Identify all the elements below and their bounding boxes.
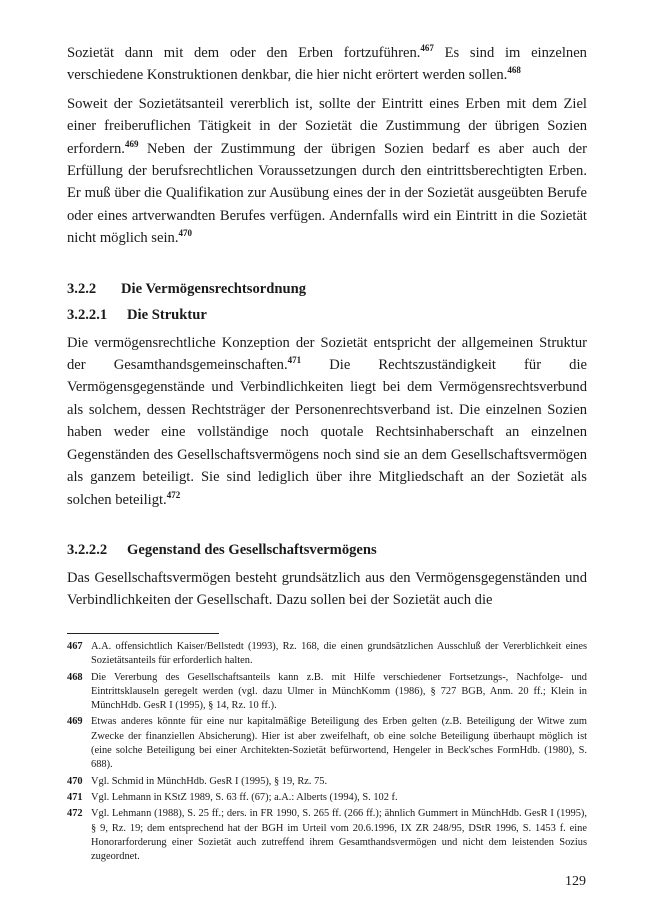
footnote-ref-467[interactable]: 467 [420, 43, 434, 54]
footnote-text: Vgl. Schmid in MünchHdb. GesR I (1995), § 19, Rz. 75. [91, 775, 328, 787]
footnote-text: Etwas anderes könnte für eine nur kapitalmäßige Beteiligung des Erben gelten (z.B. Beteiligung der Witwe zum Zwecke der finanziellen Absicherung). Hier ist aber zweifelhaft, ob eine solche Beteiligung überhaupt möglich ist (eine solche Beteiligung bei einer Architekten-Sozietät befürwortend, Hengeler in Beck'sches FormHdb. (1980), S. 688). [91, 716, 587, 771]
paragraph-3-text-b: Die Rechtszuständigkeit für die Vermögensgegenstände und Verbindlichkeiten liegt bei dem Vermögensrechtsverbund als solchem, dessen Rechtsträger der Personenrechtsverband ist. Die einzelnen Sozien haben weder eine vollständige noch quotale Rechtsinhaberschaft an einzelnen Gegenständen des Gesellschaftsvermögens noch sind sie an dem Gesellschaftsvermögen als ganzem beteiligt. Sie sind lediglich über ihre Mitgliedschaft an der Sozietät als solchen beteiligt. [67, 357, 588, 508]
footnote-ref-468[interactable]: 468 [507, 65, 521, 76]
paragraph-1-text-b: Es sind im einzelnen verschiedene Konstruktionen denkbar, die hier nicht erörtert werden sollen. [67, 45, 587, 84]
footnote-471 [67, 791, 587, 805]
section-title: Die Struktur [127, 306, 207, 323]
footnote-ref-471[interactable]: 471 [287, 355, 302, 366]
page-number: 129 [565, 874, 586, 889]
footnote-467 [67, 640, 587, 669]
paragraph-1-text-a: Sozietät dann mit dem oder den Erben fortzuführen. [67, 45, 421, 61]
footnote-separator [67, 633, 219, 634]
footnote-text: Die Vererbung des Gesellschaftsanteils kann z.B. mit Hilfe verschiedener Fortsetzungs-, Nachfolge- und Eintrittsklauseln geregelt werden (vgl. dazu Ulmer in MünchKomm (1986), § 727 BGB, Anm. 20 ff.; Klein in MünchHdb. GesR I (1995), § 14, Rz. 10 ff.). [91, 671, 587, 712]
section-title: Gegenstand des Gesellschaftsvermögens [127, 541, 377, 558]
paragraph-3 [67, 332, 587, 511]
footnote-ref-469[interactable]: 469 [124, 138, 139, 149]
footnote-472 [67, 807, 587, 864]
paragraph-1 [67, 42, 587, 87]
footnote-number: 467 [67, 641, 83, 652]
section-number: 3.2.2.1 [67, 306, 108, 323]
footnote-text: Vgl. Lehmann (1988), S. 25 ff.; ders. in FR 1990, S. 265 ff. (266 ff.); ähnlich Gummert in MünchHdb. GesR I (1995), § 9, Rz. 19; dem entsprechend hat der BGH im Urteil vom 20.6.1996, IX ZR 248/95, DStR 1996, S. 1453 f. eine Honorarforderung einer Sozietät auch zutreffend ihrem Gesamthandsvermögen und nicht dem leistenden Sozius zugeordnet. [91, 808, 587, 863]
footnote-468 [67, 671, 587, 714]
footnote-ref-472[interactable]: 472 [166, 489, 181, 500]
section-title: Die Vermögensrechtsordnung [121, 280, 306, 297]
section-heading-3-2-2-1 [67, 304, 587, 326]
footnote-469 [67, 715, 587, 772]
paragraph-2-text-b: Neben der Zustimmung der übrigen Sozien bedarf es aber auch der Erfüllung der berufsrechtlichen Voraussetzungen durch den eintrittsberechtigten Erben. Er muß über die Qualifikation zur Ausübung eines der in der Sozietät ausgeübten Berufe oder eines artverwandten Berufes verfügen. Andernfalls wird ein Eintritt in die Sozietät nicht möglich sein. [67, 140, 587, 247]
section-number: 3.2.2 [67, 280, 97, 297]
footnote-ref-470[interactable]: 470 [178, 228, 192, 239]
section-heading-3-2-2-2 [67, 539, 587, 561]
section-number: 3.2.2.2 [67, 541, 108, 558]
section-heading-3-2-2 [67, 278, 587, 300]
paragraph-4: Das Gesellschaftsvermögen besteht grundsätzlich aus den Vermögensgegenständen und Verbindlichkeiten der Gesellschaft. Dazu sollen bei der Sozietät auch die [67, 569, 587, 609]
footnote-number: 469 [67, 716, 83, 728]
footnote-number: 470 [67, 775, 83, 787]
paragraph-2 [67, 93, 587, 250]
footnotes-block [67, 640, 587, 866]
paragraph-2-text-a: Soweit der Sozietätsanteil vererblich ist, sollte der Eintritt eines Erben mit dem Ziel einer freiberuflichen Tätigkeit in der Sozietät die Zustimmung der übrigen Sozien erfordern. [67, 95, 587, 157]
page-body [67, 42, 587, 612]
footnote-text: Vgl. Lehmann in KStZ 1989, S. 63 ff. (67); a.A.: Alberts (1994), S. 102 f. [91, 791, 398, 803]
footnote-470 [67, 775, 587, 789]
footnote-number: 468 [67, 671, 83, 683]
footnote-number: 472 [67, 808, 83, 820]
footnote-text: A.A. offensichtlich Kaiser/Bellstedt (1993), Rz. 168, die einen grundsätzlichen Ausschluß der Vererblichkeit eines Sozietätsanteils für erforderlich halten. [91, 641, 587, 667]
paragraph-3-text-a: Die vermögensrechtliche Konzeption der Sozietät entspricht der allgemeinen Struktur der Gesamthandsgemeinschaften. [67, 334, 587, 374]
footnote-number: 471 [67, 791, 83, 803]
